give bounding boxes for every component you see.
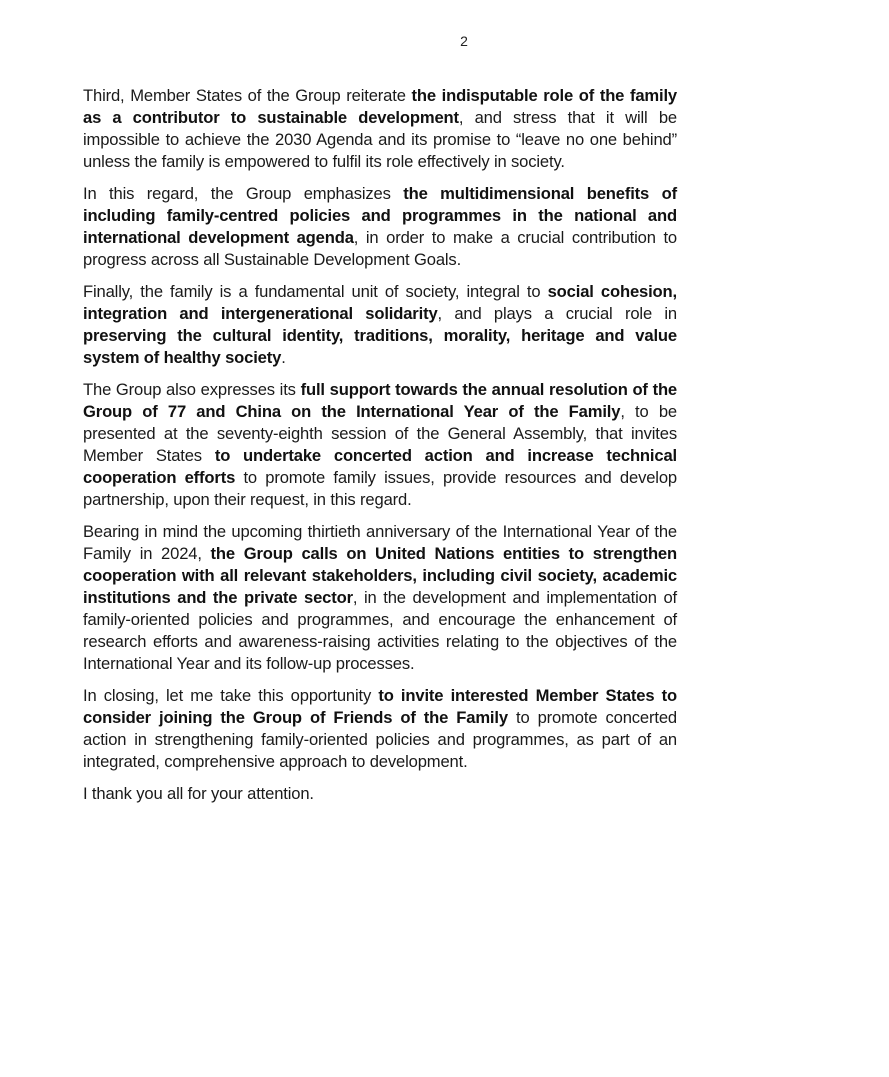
text-segment: . — [281, 348, 286, 367]
document-body — [83, 85, 677, 815]
text-segment: Bearing in mind the upcoming thirtieth anniversary of the International Year of the Family in 2024, — [83, 522, 677, 563]
text-segment: Finally, the family is a fundamental unit of society, integral to — [83, 282, 548, 301]
paragraph-full-support — [83, 379, 677, 511]
text-segment: , and plays a crucial role in — [437, 304, 677, 323]
text-segment: , in the development and implementation of family-oriented policies and programmes, and encourage the enhancement of research efforts and awareness-raising activities relating to the objectives of the International Year and its follow-up processes. — [83, 588, 677, 673]
text-segment: Third, Member States of the Group reiterate — [83, 86, 412, 105]
text-segment: In closing, let me take this opportunity — [83, 686, 379, 705]
paragraph-thank-you — [83, 783, 677, 805]
emphasis-segment: social cohesion, integration and intergenerational solidarity — [83, 282, 677, 323]
emphasis-segment: to undertake concerted action and increase technical cooperation efforts — [83, 446, 677, 487]
paragraph-in-this-regard — [83, 183, 677, 271]
text-segment: , to be presented at the seventy-eighth session of the General Assembly, that invites Member States — [83, 402, 677, 465]
emphasis-segment: to invite interested Member States to consider joining the Group of Friends of the Family — [83, 686, 677, 727]
emphasis-segment: the indisputable role of the family as a contributor to sustainable development — [83, 86, 678, 127]
paragraph-bearing-in-mind — [83, 521, 677, 675]
text-segment: to promote family issues, provide resources and develop partnership, upon their request, in this regard. — [83, 468, 677, 509]
paragraph-finally — [83, 281, 677, 369]
emphasis-segment: preserving the cultural identity, traditions, morality, heritage and value system of healthy society — [83, 326, 677, 367]
text-segment: In this regard, the Group emphasizes — [83, 184, 404, 203]
emphasis-segment: the Group calls on United Nations entities to strengthen cooperation with all relevant stakeholders, including civil society, academic institutions and the private sector — [83, 544, 677, 607]
text-segment: I thank you all for your attention. — [83, 784, 314, 803]
text-segment: The Group also expresses its — [83, 380, 301, 399]
text-segment: , and stress that it will be impossible to achieve the 2030 Agenda and its promise to “leave no one behind” unless the family is empowered to fulfil its role effectively in society. — [83, 108, 677, 171]
text-segment: to promote concerted action in strengthening family-oriented policies and programmes, as part of an integrated, comprehensive approach to development. — [83, 708, 677, 771]
paragraph-in-closing — [83, 685, 677, 773]
text-segment: , in order to make a crucial contribution to progress across all Sustainable Development Goals. — [83, 228, 677, 269]
emphasis-segment: full support towards the annual resolution of the Group of 77 and China on the International Year of the Family — [83, 380, 678, 421]
page-number: 2 — [460, 33, 468, 49]
emphasis-segment: the multidimensional benefits of including family-centred policies and programmes in the national and international development agenda — [83, 184, 677, 247]
paragraph-third — [83, 85, 677, 173]
